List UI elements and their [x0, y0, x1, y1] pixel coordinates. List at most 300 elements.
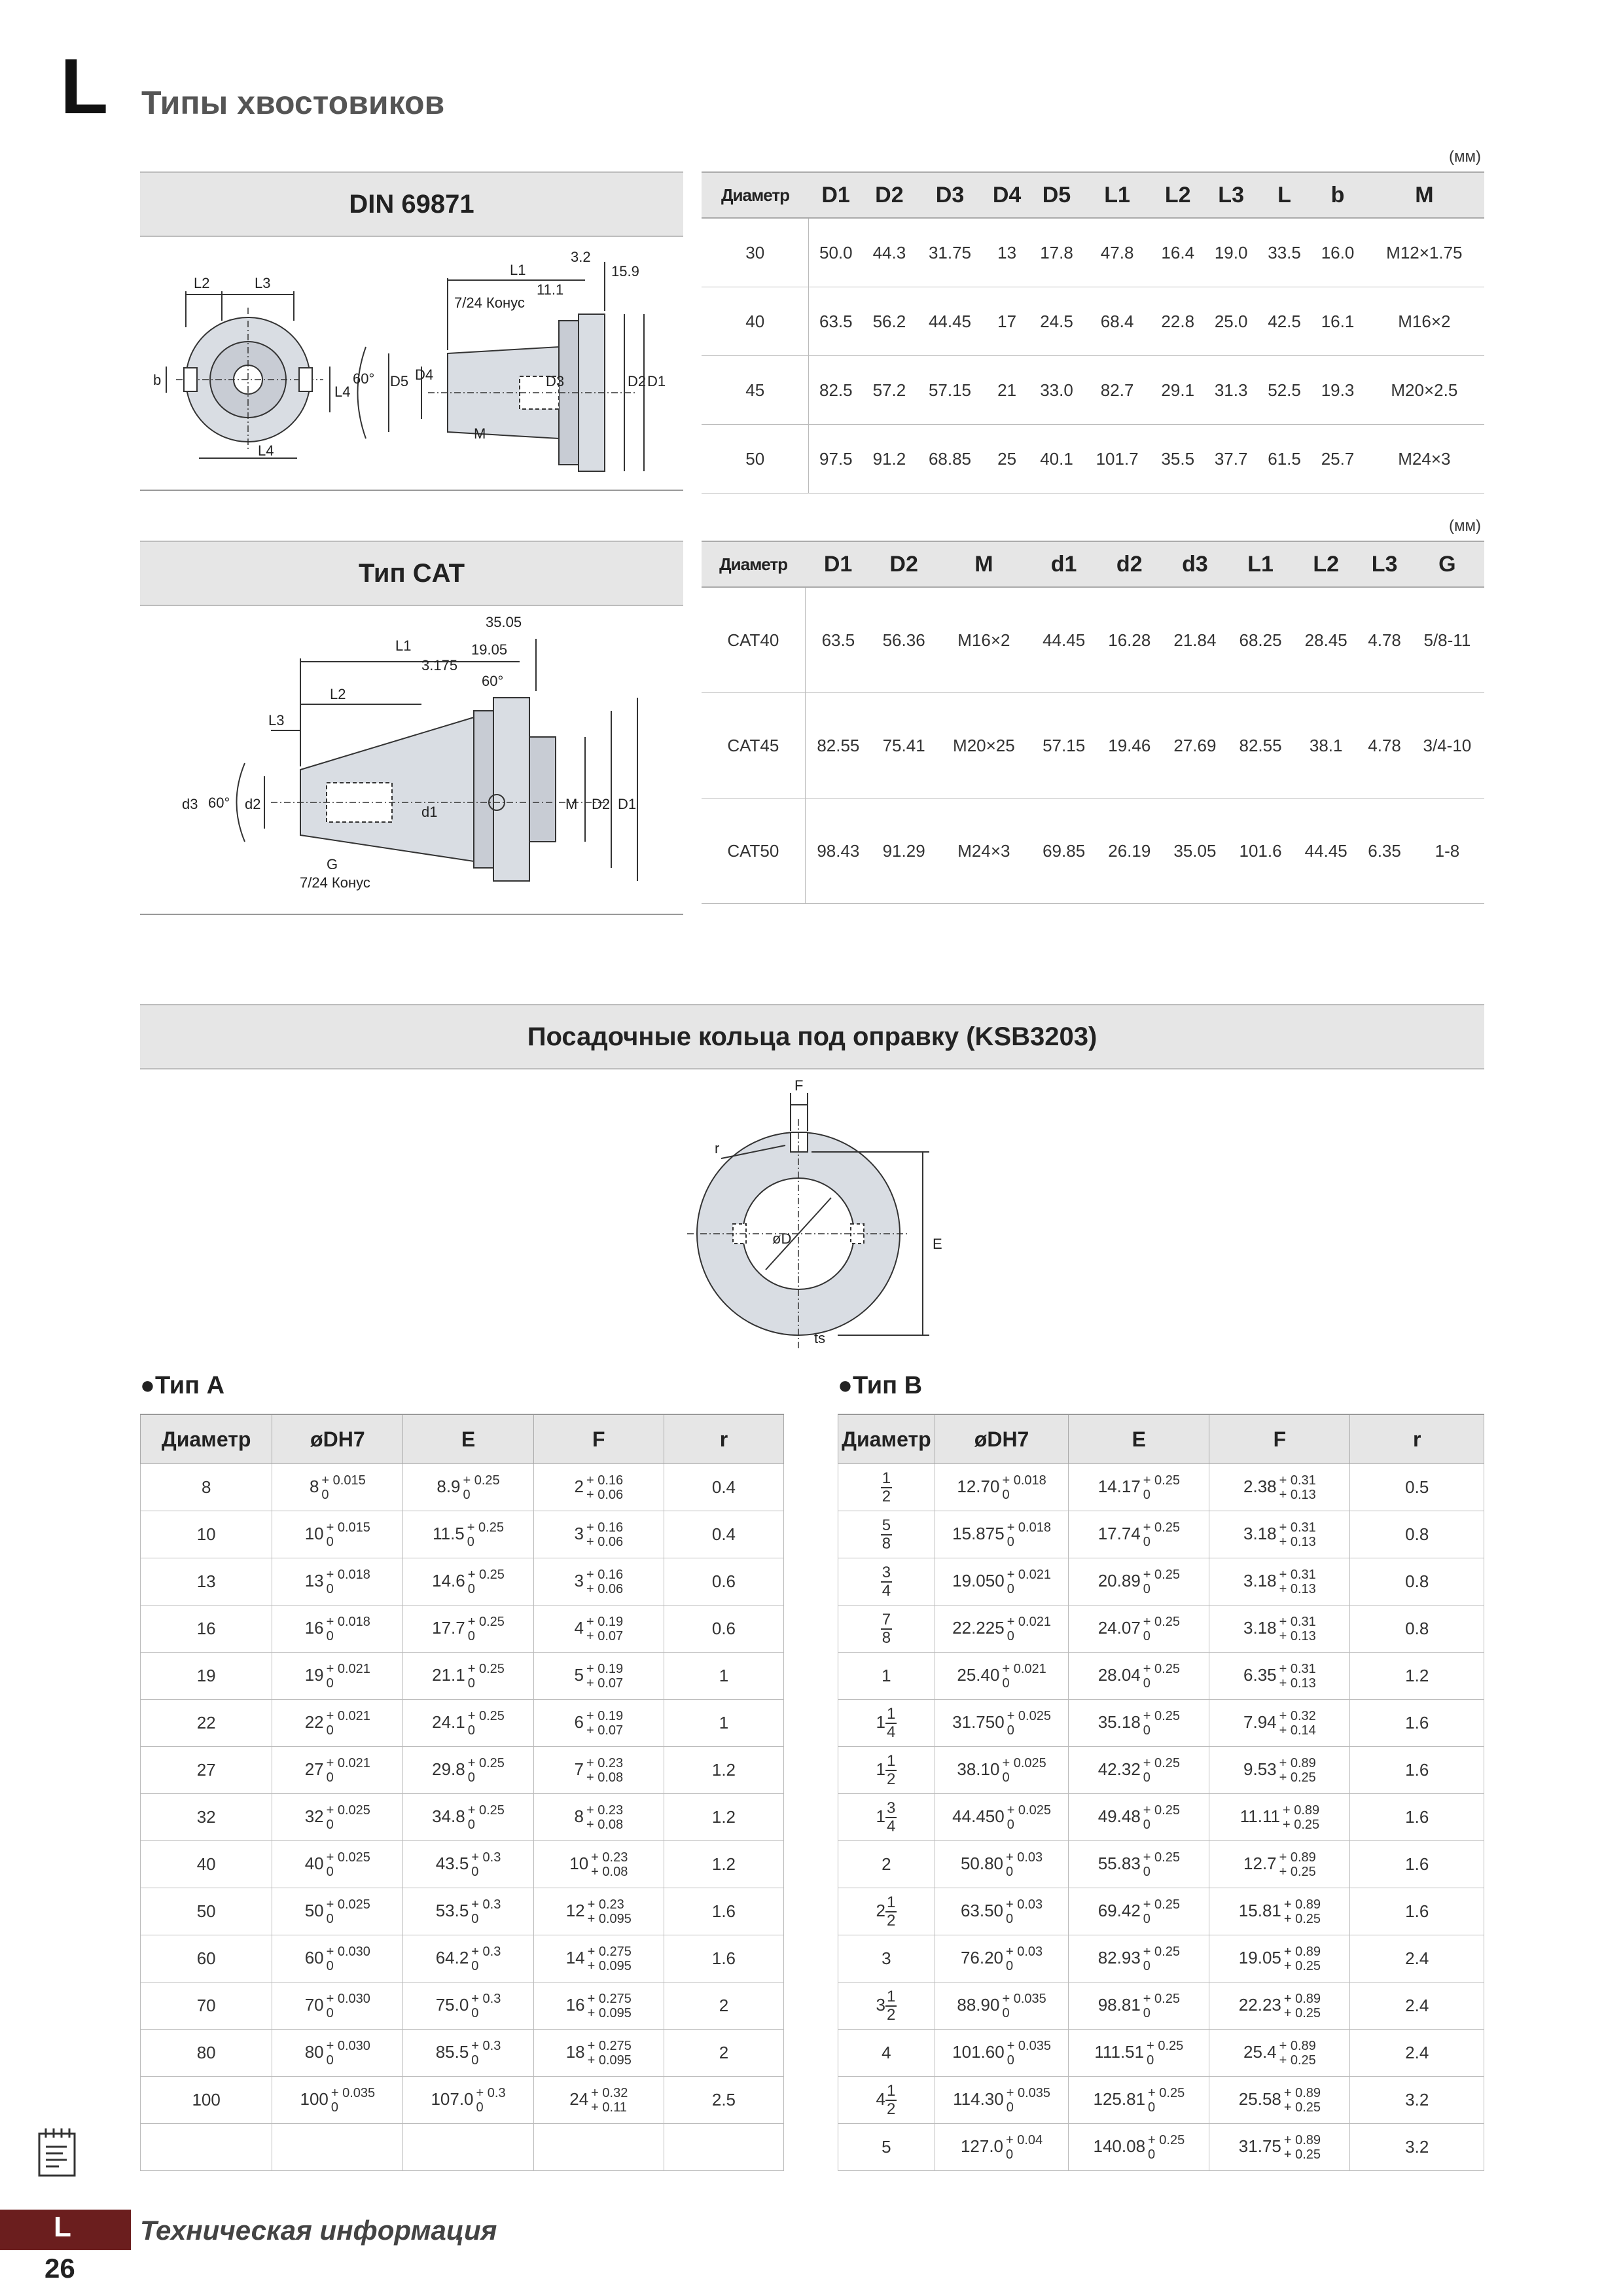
e-cell-tolerance: [1147, 2039, 1183, 2068]
table-cell: 68.25: [1228, 587, 1293, 693]
r-cell: 2.4: [1350, 1982, 1484, 2030]
column-header: L1: [1083, 172, 1151, 218]
column-header: L3: [1204, 172, 1257, 218]
type-b-title: ●Тип B: [838, 1372, 923, 1399]
ring-label-e: E: [933, 1236, 942, 1252]
f-cell-value: 11.11: [1240, 1806, 1280, 1826]
dh7-cell-tolerance: [1007, 1709, 1051, 1738]
lower-deviation: + 0.08: [586, 1817, 624, 1832]
f-cell: [533, 1982, 664, 2030]
lower-deviation: + 0.13: [1279, 1487, 1316, 1502]
column-header: Диаметр: [838, 1414, 935, 1464]
whole-part: 2: [882, 1854, 891, 1874]
upper-deviation: + 0.3: [471, 1944, 501, 1959]
upper-deviation: + 0.25: [1143, 1567, 1180, 1582]
f-cell-value: 12: [565, 1900, 585, 1920]
f-cell-tolerance: [591, 2086, 628, 2115]
denominator: 4: [882, 1581, 891, 1600]
table-cell: 82.7: [1083, 356, 1151, 425]
e-cell-value: 98.81: [1097, 1994, 1141, 2015]
e-cell-value: 55.83: [1097, 1853, 1141, 1873]
table-row: [141, 1511, 784, 1558]
upper-deviation: + 0.25: [1148, 2085, 1185, 2100]
dh7-cell-value: 88.90: [957, 1994, 1000, 2015]
f-cell-tolerance: [1279, 2039, 1316, 2068]
empty-cell: [533, 2124, 664, 2171]
f-cell-value: 5: [574, 1664, 584, 1685]
upper-deviation: + 0.018: [326, 1567, 370, 1582]
f-cell-tolerance: [586, 1709, 623, 1738]
table-cell: 56.2: [863, 287, 916, 356]
e-cell: [403, 1982, 533, 2030]
upper-deviation: + 0.25: [1143, 1850, 1180, 1865]
whole-part: 4: [882, 2043, 891, 2062]
denominator: 2: [886, 2005, 896, 2024]
lower-deviation: 0: [326, 1723, 334, 1738]
table-row: [702, 587, 1484, 693]
r-cell: 1.6: [1350, 1794, 1484, 1841]
table-cell: 30: [702, 218, 809, 287]
e-cell-value: 64.2: [435, 1947, 469, 1967]
table-row: [838, 1605, 1484, 1653]
section-letter: L: [60, 43, 109, 130]
column-header: Диаметр: [702, 541, 805, 587]
upper-deviation: + 0.025: [1007, 1803, 1051, 1818]
lower-deviation: + 0.095: [587, 1911, 632, 1926]
f-cell-value: 6.35: [1243, 1664, 1277, 1685]
dh7-cell-value: 114.30: [953, 2089, 1004, 2109]
upper-deviation: + 0.021: [1007, 1614, 1051, 1629]
dh7-cell: [935, 1700, 1068, 1747]
e-cell: [1069, 1982, 1209, 2030]
table-cell: 16.0: [1311, 218, 1364, 287]
table-cell: 4.78: [1359, 587, 1410, 693]
dh7-cell-tolerance: [321, 1473, 365, 1502]
lower-deviation: 0: [1148, 2100, 1156, 2115]
lower-deviation: 0: [1148, 2147, 1156, 2162]
table-row: [141, 2030, 784, 2077]
table-cell: 24.5: [1030, 287, 1083, 356]
dh7-cell: [935, 1464, 1068, 1511]
r-cell: 1.2: [664, 1794, 783, 1841]
e-cell-value: 20.89: [1097, 1570, 1141, 1590]
e-cell: [403, 1747, 533, 1794]
f-cell: [533, 1841, 664, 1888]
cat-label-g: G: [327, 856, 338, 872]
upper-deviation: + 0.31: [1279, 1567, 1316, 1582]
lower-deviation: 0: [1143, 1958, 1150, 1973]
table-row: [838, 1464, 1484, 1511]
cat-unit: (мм): [1449, 517, 1481, 535]
column-header: L2: [1151, 172, 1204, 218]
r-cell: 0.6: [664, 1558, 783, 1605]
din-spec-table: [702, 171, 1484, 493]
upper-deviation: + 0.19: [586, 1661, 624, 1676]
lower-deviation: + 0.25: [1283, 2005, 1321, 2020]
r-cell: 0.4: [664, 1511, 783, 1558]
empty-row: [141, 2124, 784, 2171]
table-cell: 16.4: [1151, 218, 1204, 287]
dh7-cell-tolerance: [331, 2086, 375, 2115]
table-cell: 91.2: [863, 425, 916, 493]
dh7-cell-tolerance: [327, 1803, 370, 1832]
dh7-cell: [272, 1841, 403, 1888]
r-cell: 1.6: [1350, 1888, 1484, 1935]
column-header: M: [1364, 172, 1484, 218]
table-cell: 44.3: [863, 218, 916, 287]
table-cell: 82.55: [805, 693, 871, 798]
f-cell-value: 4: [574, 1617, 584, 1638]
table-row: [141, 1888, 784, 1935]
dh7-cell-value: 70: [304, 1994, 324, 2015]
lower-deviation: 0: [471, 1958, 479, 1973]
upper-deviation: + 0.25: [1143, 1755, 1180, 1770]
upper-deviation: + 0.275: [587, 2038, 632, 2053]
upper-deviation: + 0.89: [1283, 2132, 1321, 2147]
f-cell-value: 25.58: [1238, 2089, 1281, 2109]
numerator: 1: [886, 1987, 896, 2005]
din-label-l4-bottom: L4: [258, 442, 274, 459]
upper-deviation: + 0.25: [1143, 1473, 1180, 1488]
cat-label-cone: 7/24 Конус: [300, 874, 370, 891]
lower-deviation: 0: [1143, 1581, 1150, 1596]
table-cell: 44.45: [916, 287, 984, 356]
table-cell: 25.0: [1204, 287, 1257, 356]
lower-deviation: 0: [467, 1534, 474, 1549]
dh7-cell: [935, 2077, 1068, 2124]
dh7-cell-value: 60: [304, 1947, 324, 1967]
upper-deviation: + 0.021: [326, 1755, 370, 1770]
lower-deviation: 0: [1002, 1676, 1010, 1691]
upper-deviation: + 0.89: [1283, 2085, 1321, 2100]
upper-deviation: + 0.89: [1279, 2038, 1316, 2053]
dh7-cell: [935, 1888, 1068, 1935]
din-label-cone: 7/24 Конус: [454, 295, 525, 311]
dh7-cell-value: 12.70: [957, 1476, 1000, 1496]
f-cell-tolerance: [588, 1992, 632, 2020]
f-cell-value: 16: [565, 1994, 585, 2015]
lower-deviation: 0: [1143, 1723, 1150, 1738]
upper-deviation: + 0.25: [467, 1661, 505, 1676]
r-cell: 1.6: [1350, 1841, 1484, 1888]
table-row: [702, 356, 1484, 425]
f-cell: [1209, 1464, 1350, 1511]
diameter-cell: 100: [141, 2077, 272, 2124]
din-unit: (мм): [1449, 148, 1481, 166]
e-cell-value: 85.5: [435, 2041, 469, 2062]
lower-deviation: 0: [1006, 1864, 1014, 1879]
e-cell-tolerance: [468, 1803, 505, 1832]
table-cell: 61.5: [1258, 425, 1311, 493]
lower-deviation: + 0.11: [591, 2100, 627, 2115]
table-cell: 35.05: [1162, 798, 1228, 904]
table-cell: 40.1: [1030, 425, 1083, 493]
table-cell: 27.69: [1162, 693, 1228, 798]
f-cell-tolerance: [1279, 1568, 1316, 1596]
table-cell: 35.5: [1151, 425, 1204, 493]
upper-deviation: + 0.25: [1143, 1944, 1180, 1959]
dh7-cell-tolerance: [327, 1945, 370, 1973]
e-cell-tolerance: [471, 1850, 501, 1879]
diameter-cell: [838, 1511, 935, 1558]
upper-deviation: + 0.25: [1143, 1991, 1180, 2006]
table-row: [702, 693, 1484, 798]
dh7-cell: [935, 1747, 1068, 1794]
din-label-l2: L2: [194, 275, 210, 291]
table-cell: 6.35: [1359, 798, 1410, 904]
lower-deviation: + 0.07: [586, 1676, 624, 1691]
f-cell-tolerance: [586, 1473, 623, 1502]
f-cell-value: 25.4: [1243, 2041, 1277, 2062]
e-cell-tolerance: [1143, 1615, 1180, 1643]
f-cell: [533, 1888, 664, 1935]
whole-part: 1: [876, 1712, 885, 1732]
lower-deviation: 0: [326, 1628, 334, 1643]
dh7-cell: [935, 2124, 1068, 2171]
e-cell: [403, 1935, 533, 1982]
dh7-cell-tolerance: [327, 1709, 370, 1738]
f-cell-value: 31.75: [1238, 2136, 1281, 2156]
table-cell: 98.43: [805, 798, 871, 904]
cat-label-d2: d2: [245, 796, 261, 812]
empty-cell: [141, 2124, 272, 2171]
e-cell-tolerance: [1143, 1520, 1180, 1549]
table-cell: 45: [702, 356, 809, 425]
e-cell-value: 29.8: [432, 1759, 465, 1779]
denominator: 8: [882, 1628, 891, 1647]
e-cell-value: 11.5: [433, 1523, 465, 1543]
table-cell: 57.15: [1031, 693, 1097, 798]
dh7-cell-value: 50: [304, 1900, 324, 1920]
whole-part: 5: [882, 2137, 891, 2157]
upper-deviation: + 0.23: [586, 1755, 624, 1770]
column-header: r: [664, 1414, 783, 1464]
din-label-b: b: [153, 372, 162, 388]
upper-deviation: + 0.04: [1006, 2132, 1043, 2147]
f-cell-value: 9.53: [1243, 1759, 1277, 1779]
dh7-cell: [272, 1605, 403, 1653]
diameter-cell: 70: [141, 1982, 272, 2030]
upper-deviation: + 0.035: [1007, 2038, 1051, 2053]
upper-deviation: + 0.015: [326, 1520, 370, 1535]
dh7-cell-value: 19.050: [952, 1570, 1005, 1590]
e-cell-value: 140.08: [1093, 2136, 1146, 2156]
din-label-d5: D5: [390, 373, 409, 389]
dh7-cell-value: 31.750: [952, 1712, 1005, 1732]
lower-deviation: 0: [326, 1770, 334, 1785]
lower-deviation: 0: [1006, 1911, 1014, 1926]
diameter-cell: [838, 1982, 935, 2030]
table-row: [702, 798, 1484, 904]
upper-deviation: + 0.021: [1007, 1567, 1051, 1582]
fraction: [885, 1800, 897, 1835]
table-cell: 19.46: [1097, 693, 1162, 798]
cat-drawing: [140, 613, 683, 914]
e-cell: [1069, 1653, 1209, 1700]
r-cell: 1.6: [664, 1935, 783, 1982]
dh7-cell: [272, 1558, 403, 1605]
r-cell: 0.8: [1350, 1511, 1484, 1558]
lower-deviation: + 0.25: [1283, 2100, 1321, 2115]
cat-label-l1: L1: [395, 637, 412, 654]
ring-label-od: øD: [772, 1230, 792, 1247]
upper-deviation: + 0.25: [467, 1520, 504, 1535]
upper-deviation: + 0.16: [586, 1473, 624, 1488]
lower-deviation: 0: [471, 2005, 479, 2020]
e-cell-tolerance: [463, 1473, 500, 1502]
e-cell-value: 17.74: [1097, 1523, 1141, 1543]
lower-deviation: 0: [467, 1817, 475, 1832]
f-cell: [1209, 2077, 1350, 2124]
column-header: F: [1209, 1414, 1350, 1464]
dh7-cell: [935, 1558, 1068, 1605]
r-cell: 1: [664, 1653, 783, 1700]
page-number: 26: [45, 2253, 75, 2284]
cat-panel-title: Тип CAT: [140, 541, 683, 606]
f-cell: [1209, 1747, 1350, 1794]
lower-deviation: 0: [1006, 2147, 1014, 2162]
din-drawing-bottom-rule: [140, 490, 683, 491]
diameter-cell: 40: [141, 1841, 272, 1888]
upper-deviation: + 0.3: [471, 2038, 501, 2053]
upper-deviation: + 0.23: [587, 1897, 624, 1912]
upper-deviation: + 0.25: [463, 1473, 500, 1488]
empty-cell: [403, 2124, 533, 2171]
dh7-cell-tolerance: [1002, 1756, 1046, 1785]
din-label-3-2: 3.2: [571, 249, 591, 265]
r-cell: 3.2: [1350, 2077, 1484, 2124]
upper-deviation: + 0.89: [1283, 1991, 1321, 2006]
footer-text: Техническая информация: [140, 2215, 497, 2246]
f-cell: [1209, 1511, 1350, 1558]
lower-deviation: + 0.095: [587, 1958, 632, 1973]
denominator: 2: [886, 1911, 896, 1929]
r-cell: 2: [664, 1982, 783, 2030]
diameter-cell: [838, 1747, 935, 1794]
page-title: Типы хвостовиков: [141, 84, 445, 121]
e-cell: [403, 1794, 533, 1841]
dh7-cell-tolerance: [1007, 2086, 1050, 2115]
e-cell-tolerance: [468, 1756, 505, 1785]
table-cell: 57.2: [863, 356, 916, 425]
table-row: [838, 2030, 1484, 2077]
f-cell: [533, 1700, 664, 1747]
f-cell: [533, 1511, 664, 1558]
lower-deviation: 0: [471, 1911, 479, 1926]
f-cell: [1209, 2030, 1350, 2077]
f-cell-tolerance: [586, 1615, 623, 1643]
table-row: [838, 1841, 1484, 1888]
lower-deviation: 0: [1007, 1817, 1014, 1832]
upper-deviation: + 0.25: [467, 1567, 505, 1582]
e-cell: [1069, 1605, 1209, 1653]
table-cell: 75.41: [871, 693, 936, 798]
table-row: [141, 1841, 784, 1888]
table-row: [838, 1794, 1484, 1841]
e-cell-value: 53.5: [435, 1900, 469, 1920]
dh7-cell: [935, 1511, 1068, 1558]
dh7-cell: [272, 1888, 403, 1935]
upper-deviation: + 0.25: [1143, 1897, 1180, 1912]
f-cell: [533, 1747, 664, 1794]
table-row: [141, 1558, 784, 1605]
lower-deviation: 0: [326, 2053, 334, 2068]
e-cell-value: 42.32: [1097, 1759, 1141, 1779]
dh7-cell-value: 15.875: [952, 1523, 1005, 1543]
f-cell: [533, 1935, 664, 1982]
f-cell-value: 12.7: [1243, 1853, 1277, 1873]
table-cell: 16.28: [1097, 587, 1162, 693]
table-cell: 37.7: [1204, 425, 1257, 493]
r-cell: 0.8: [1350, 1558, 1484, 1605]
diameter-cell: [838, 1935, 935, 1982]
column-header: øDH7: [935, 1414, 1068, 1464]
fraction: [885, 1706, 897, 1741]
e-cell: [403, 1464, 533, 1511]
dh7-cell-value: 25.40: [957, 1664, 1000, 1685]
r-cell: 1.6: [1350, 1700, 1484, 1747]
din-label-d2: D2: [628, 373, 647, 389]
upper-deviation: + 0.03: [1006, 1850, 1043, 1865]
r-cell: 2: [664, 2030, 783, 2077]
upper-deviation: + 0.021: [326, 1661, 370, 1676]
f-cell: [1209, 1888, 1350, 1935]
table-cell: 19.0: [1204, 218, 1257, 287]
din-panel-title: DIN 69871: [140, 171, 683, 237]
e-cell-value: 75.0: [435, 1994, 469, 2015]
upper-deviation: + 0.31: [1279, 1520, 1316, 1535]
dh7-cell: [272, 1935, 403, 1982]
numerator: 1: [886, 2081, 896, 2100]
r-cell: 1.6: [664, 1888, 783, 1935]
diameter-cell: 19: [141, 1653, 272, 1700]
lower-deviation: 0: [1002, 2005, 1010, 2020]
column-header: E: [1069, 1414, 1209, 1464]
dh7-cell-tolerance: [1006, 2133, 1043, 2162]
upper-deviation: + 0.32: [591, 2085, 628, 2100]
dh7-cell-value: 16: [304, 1617, 324, 1638]
f-cell-tolerance: [1279, 1520, 1316, 1549]
e-cell-value: 43.5: [435, 1853, 469, 1873]
f-cell-value: 8: [574, 1806, 584, 1826]
diameter-cell: [838, 2077, 935, 2124]
upper-deviation: + 0.16: [586, 1520, 624, 1535]
denominator: 4: [886, 1817, 896, 1835]
r-cell: 3.2: [1350, 2124, 1484, 2171]
table-cell: 33.0: [1030, 356, 1083, 425]
table-row: [141, 1653, 784, 1700]
f-cell-tolerance: [1279, 1615, 1316, 1643]
lower-deviation: 0: [471, 2053, 479, 2068]
table-cell: 44.45: [1293, 798, 1359, 904]
dh7-cell-tolerance: [1007, 1568, 1051, 1596]
din-label-l4-right: L4: [334, 384, 351, 400]
f-cell: [533, 1653, 664, 1700]
diameter-cell: [838, 1700, 935, 1747]
table-cell: 3/4-10: [1410, 693, 1484, 798]
table-cell: 63.5: [809, 287, 863, 356]
dh7-cell-value: 8: [309, 1476, 319, 1496]
column-header: D3: [916, 172, 984, 218]
table-cell: M20×2.5: [1364, 356, 1484, 425]
dh7-cell-value: 100: [300, 2089, 329, 2109]
upper-deviation: + 0.25: [467, 1755, 505, 1770]
e-cell-tolerance: [468, 1615, 505, 1643]
f-cell-value: 3.18: [1243, 1617, 1277, 1638]
lower-deviation: 0: [1143, 1487, 1150, 1502]
table-row: [838, 1747, 1484, 1794]
f-cell: [1209, 1653, 1350, 1700]
